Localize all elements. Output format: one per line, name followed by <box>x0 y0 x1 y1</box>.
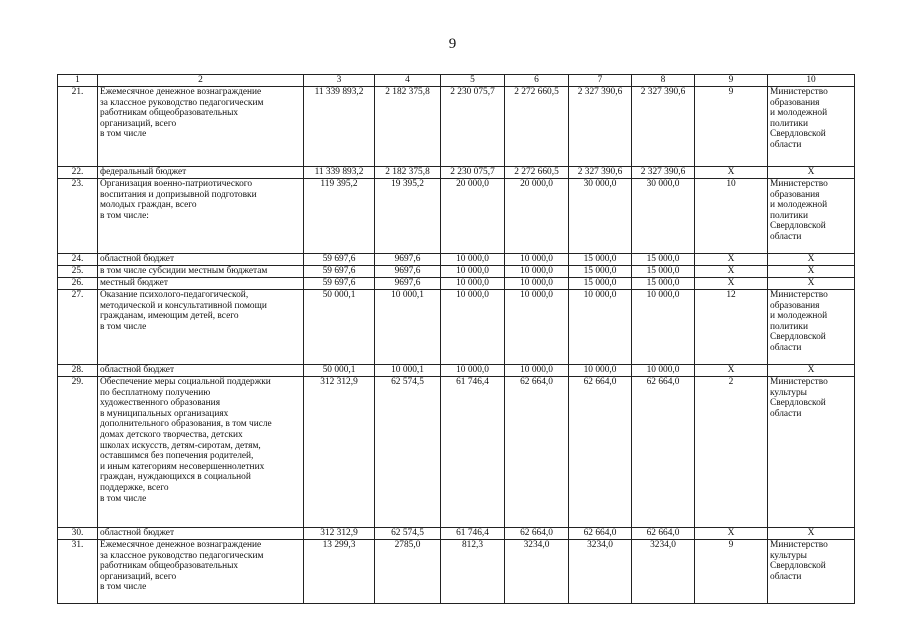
table-row <box>58 540 855 604</box>
row-description: областной бюджет <box>98 528 304 540</box>
value-cell: 119 395,2 <box>304 179 375 254</box>
value-cell: 812,3 <box>441 540 505 604</box>
value-cell: 50 000,1 <box>304 290 375 365</box>
value-cell: 2 182 375,8 <box>375 167 441 179</box>
value-cell: 10 000,1 <box>375 290 441 365</box>
column-header: 10 <box>768 75 855 87</box>
value-cell: 61 746,4 <box>441 377 505 528</box>
column-header: 9 <box>695 75 768 87</box>
indicator-cell: X <box>695 365 768 377</box>
indicator-cell: 9 <box>695 540 768 604</box>
indicator-cell: 12 <box>695 290 768 365</box>
row-number: 31. <box>58 540 98 604</box>
value-cell: 2 327 390,6 <box>632 87 695 167</box>
value-cell: 10 000,0 <box>441 254 505 266</box>
value-cell: 10 000,0 <box>505 278 569 290</box>
value-cell: 2 272 660,5 <box>505 87 569 167</box>
table-row <box>58 365 855 377</box>
row-description: областной бюджет <box>98 365 304 377</box>
row-number: 21. <box>58 87 98 167</box>
table-row <box>58 290 855 365</box>
value-cell: 13 299,3 <box>304 540 375 604</box>
row-number: 24. <box>58 254 98 266</box>
row-description: в том числе субсидии местным бюджетам <box>98 266 304 278</box>
value-cell: 15 000,0 <box>569 278 632 290</box>
value-cell: 20 000,0 <box>505 179 569 254</box>
column-header: 6 <box>505 75 569 87</box>
value-cell: 50 000,1 <box>304 365 375 377</box>
column-header: 7 <box>569 75 632 87</box>
responsible-cell: Министерство культуры Свердловской области <box>768 540 855 604</box>
indicator-cell: X <box>695 167 768 179</box>
column-header: 3 <box>304 75 375 87</box>
indicator-cell: 2 <box>695 377 768 528</box>
value-cell: 2 230 075,7 <box>441 167 505 179</box>
table-row <box>58 87 855 167</box>
value-cell: 62 664,0 <box>505 528 569 540</box>
value-cell: 11 339 893,2 <box>304 167 375 179</box>
value-cell: 10 000,1 <box>375 365 441 377</box>
responsible-cell: Министерство культуры Свердловской области <box>768 377 855 528</box>
responsible-cell: X <box>768 278 855 290</box>
value-cell: 312 312,9 <box>304 377 375 528</box>
table-header-row <box>58 75 855 87</box>
row-number: 27. <box>58 290 98 365</box>
row-number: 25. <box>58 266 98 278</box>
value-cell: 10 000,0 <box>441 278 505 290</box>
table-row <box>58 278 855 290</box>
column-header: 1 <box>58 75 98 87</box>
row-number: 22. <box>58 167 98 179</box>
row-description: Оказание психолого-педагогической, методической и консультативной помощи гражданам, имеющим детей, всего в том числе <box>98 290 304 365</box>
responsible-cell: X <box>768 266 855 278</box>
row-description: Ежемесячное денежное вознаграждение за классное руководство педагогическим работникам общеобразовательных организаций, всего в том числе <box>98 540 304 604</box>
column-header: 2 <box>98 75 304 87</box>
value-cell: 10 000,0 <box>441 290 505 365</box>
value-cell: 15 000,0 <box>632 278 695 290</box>
table-row <box>58 266 855 278</box>
value-cell: 9697,6 <box>375 278 441 290</box>
value-cell: 62 664,0 <box>632 377 695 528</box>
indicator-cell: 10 <box>695 179 768 254</box>
column-header: 8 <box>632 75 695 87</box>
column-header: 4 <box>375 75 441 87</box>
table-row <box>58 528 855 540</box>
value-cell: 15 000,0 <box>632 266 695 278</box>
column-header: 5 <box>441 75 505 87</box>
value-cell: 10 000,0 <box>505 365 569 377</box>
value-cell: 10 000,0 <box>569 290 632 365</box>
value-cell: 62 664,0 <box>569 377 632 528</box>
value-cell: 19 395,2 <box>375 179 441 254</box>
value-cell: 15 000,0 <box>569 266 632 278</box>
value-cell: 2 272 660,5 <box>505 167 569 179</box>
indicator-cell: X <box>695 278 768 290</box>
row-description: Организация военно-патриотического воспитания и допризывной подготовки молодых граждан, всего в том числе: <box>98 179 304 254</box>
row-description: местный бюджет <box>98 278 304 290</box>
row-number: 28. <box>58 365 98 377</box>
indicator-cell: X <box>695 254 768 266</box>
value-cell: 10 000,0 <box>632 290 695 365</box>
row-description: Обеспечение меры социальной поддержки по бесплатному получению художественного образования в муниципальных организациях дополнительного образования, в том числе домах детского творчества, детских школах искусств, детям-сиротам, детям, оставшимся без попечения родителей, и иным категориям несовершеннолетних граждан, нуждающихся в социальной поддержке, всего в том числе <box>98 377 304 528</box>
row-number: 30. <box>58 528 98 540</box>
value-cell: 10 000,0 <box>505 266 569 278</box>
table-row <box>58 167 855 179</box>
value-cell: 3234,0 <box>505 540 569 604</box>
responsible-cell: X <box>768 365 855 377</box>
value-cell: 3234,0 <box>632 540 695 604</box>
value-cell: 59 697,6 <box>304 254 375 266</box>
row-description: областной бюджет <box>98 254 304 266</box>
value-cell: 62 664,0 <box>569 528 632 540</box>
responsible-cell: X <box>768 254 855 266</box>
value-cell: 3234,0 <box>569 540 632 604</box>
value-cell: 30 000,0 <box>632 179 695 254</box>
value-cell: 59 697,6 <box>304 266 375 278</box>
value-cell: 61 746,4 <box>441 528 505 540</box>
responsible-cell: Министерство образования и молодежной политики Свердловской области <box>768 87 855 167</box>
page-number: 9 <box>448 36 457 52</box>
row-description: Ежемесячное денежное вознаграждение за классное руководство педагогическим работникам общеобразовательных организаций, всего в том числе <box>98 87 304 167</box>
row-description: федеральный бюджет <box>98 167 304 179</box>
indicator-cell: X <box>695 266 768 278</box>
value-cell: 2785,0 <box>375 540 441 604</box>
value-cell: 20 000,0 <box>441 179 505 254</box>
responsible-cell: Министерство образования и молодежной политики Свердловской области <box>768 179 855 254</box>
value-cell: 10 000,0 <box>505 290 569 365</box>
responsible-cell: X <box>768 167 855 179</box>
value-cell: 15 000,0 <box>569 254 632 266</box>
value-cell: 9697,6 <box>375 254 441 266</box>
value-cell: 62 574,5 <box>375 528 441 540</box>
value-cell: 2 182 375,8 <box>375 87 441 167</box>
value-cell: 10 000,0 <box>441 266 505 278</box>
budget-table <box>57 74 855 604</box>
indicator-cell: 9 <box>695 87 768 167</box>
value-cell: 10 000,0 <box>632 365 695 377</box>
value-cell: 2 327 390,6 <box>569 87 632 167</box>
value-cell: 62 574,5 <box>375 377 441 528</box>
value-cell: 2 230 075,7 <box>441 87 505 167</box>
indicator-cell: X <box>695 528 768 540</box>
row-number: 23. <box>58 179 98 254</box>
value-cell: 10 000,0 <box>569 365 632 377</box>
value-cell: 15 000,0 <box>632 254 695 266</box>
table-row <box>58 377 855 528</box>
value-cell: 10 000,0 <box>441 365 505 377</box>
row-number: 29. <box>58 377 98 528</box>
responsible-cell: Министерство образования и молодежной политики Свердловской области <box>768 290 855 365</box>
value-cell: 2 327 390,6 <box>569 167 632 179</box>
value-cell: 2 327 390,6 <box>632 167 695 179</box>
responsible-cell: X <box>768 528 855 540</box>
value-cell: 30 000,0 <box>569 179 632 254</box>
value-cell: 11 339 893,2 <box>304 87 375 167</box>
value-cell: 9697,6 <box>375 266 441 278</box>
value-cell: 10 000,0 <box>505 254 569 266</box>
table-row <box>58 179 855 254</box>
table-row <box>58 254 855 266</box>
value-cell: 62 664,0 <box>632 528 695 540</box>
value-cell: 62 664,0 <box>505 377 569 528</box>
value-cell: 59 697,6 <box>304 278 375 290</box>
value-cell: 312 312,9 <box>304 528 375 540</box>
row-number: 26. <box>58 278 98 290</box>
